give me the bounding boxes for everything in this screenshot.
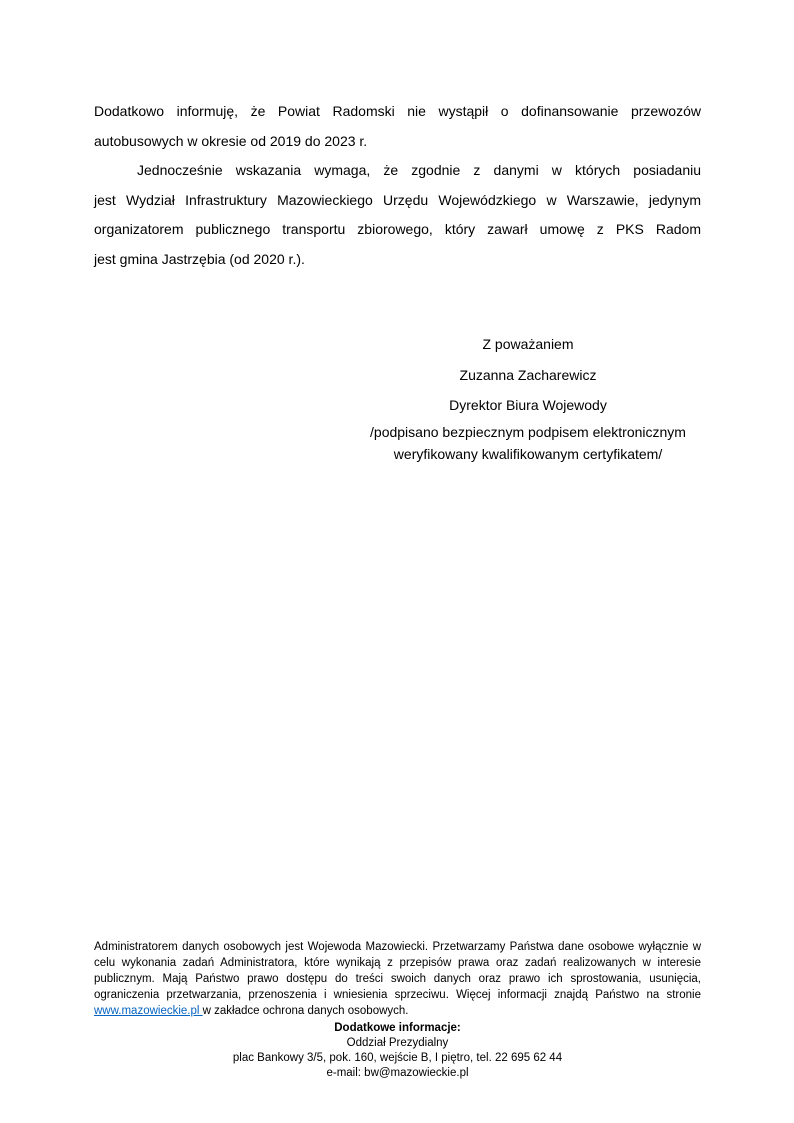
footer-contact-department: Oddział Prezydialny [346,1037,449,1049]
text-line: autobusowych w okresie od 2019 do 2023 r. [94,132,368,149]
body-paragraph-2 [94,156,701,274]
privacy-notice-text: w zakładce ochrona danych osobowych. [202,1005,409,1017]
esignature-note-line-2: weryfikowany kwalifikowanym certyfikatem/ [393,445,663,462]
privacy-notice [94,939,701,1019]
privacy-notice-text: Administratorem danych osobowych jest Wojewoda Mazowiecki. Przetwarzamy Państwa dane osobowe wyłącznie w celu wykonania zadań Administratora, które wynikają z przepisów prawa oraz zadań realizowanych w interesie publicznym. Mają Państwo prawo dostępu do treści swoich danych oraz prawo ich sprostowania, usunięcia, ograniczenia przetwarzania, przenoszenia i wniesienia sprzeciwu. Więcej informacji znajdą Państwo na stronie [94,941,701,1001]
page-footer [94,939,701,1081]
text-line: jest gmina Jastrzębia (od 2020 r.). [94,250,305,267]
signatory-name: Zuzanna Zacharewicz [459,366,597,383]
footer-contact [94,1021,701,1081]
footer-contact-address: plac Bankowy 3/5, pok. 160, wejście B, I piętro, tel. 22 695 62 44 [232,1052,563,1064]
signatory-title: Dyrektor Biura Wojewody [449,397,607,413]
text-line: Dodatkowo informuję, że Powiat Radomski nie wystąpił o dofinansowanie przewozów [94,103,701,119]
privacy-policy-link[interactable]: www.mazowieckie.pl [94,1005,203,1017]
esignature-note-line-1: /podpisano bezpiecznym podpisem elektronicznym [370,423,686,440]
body-paragraph-1 [94,97,701,156]
text-line: Jednocześnie wskazania wymaga, że zgodnie z danymi w których posiadaniu [137,162,701,178]
text-line: organizatorem publicznego transportu zbiorowego, który zawarł umowę z PKS Radom [94,221,701,237]
text-line: jest Wydział Infrastruktury Mazowieckiego Urzędu Wojewódzkiego w Warszawie, jedynym [94,191,701,208]
signature-block [355,329,701,465]
closing-salutation: Z poważaniem [482,336,574,352]
footer-contact-email: e-mail: bw@mazowieckie.pl [326,1067,469,1079]
footer-contact-heading: Dodatkowe informacje: [334,1022,461,1034]
letter-body [94,97,701,274]
